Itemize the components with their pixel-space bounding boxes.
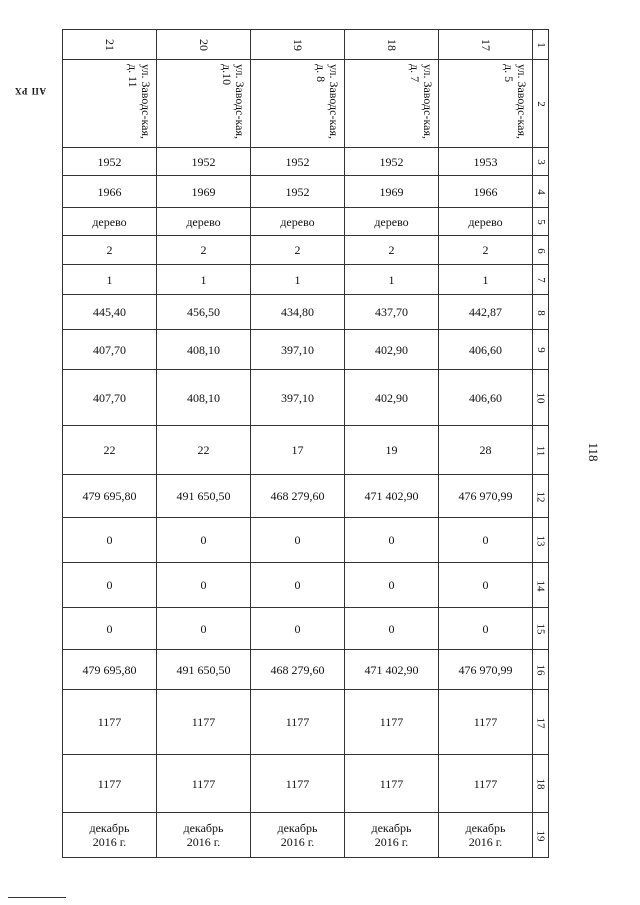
column-number: 18 <box>533 755 549 813</box>
cell: 0 <box>345 518 439 563</box>
table-row-10 <box>63 370 549 426</box>
footnote-rule <box>8 897 66 898</box>
cell: 397,10 <box>251 370 345 426</box>
cell: 479 695,80 <box>63 475 157 518</box>
column-number: 2 <box>533 60 549 148</box>
cell: 1 <box>439 265 533 295</box>
column-number: 6 <box>533 236 549 265</box>
cell: дерево <box>439 208 533 236</box>
cell: дерево <box>345 208 439 236</box>
cell: 1952 <box>157 148 251 176</box>
cell: 1177 <box>345 755 439 813</box>
table-row-12 <box>63 475 549 518</box>
table-row-6 <box>63 236 549 265</box>
cell: 468 279,60 <box>251 650 345 690</box>
cell: 402,90 <box>345 330 439 370</box>
cell-num: 20 <box>157 30 251 60</box>
table-row-19 <box>63 813 549 858</box>
cell: 1177 <box>251 755 345 813</box>
cell: 1969 <box>157 176 251 208</box>
cell: 437,70 <box>345 295 439 330</box>
cell: 1953 <box>439 148 533 176</box>
cell: 1966 <box>439 176 533 208</box>
table-row-7 <box>63 265 549 295</box>
cell: 0 <box>63 563 157 608</box>
cell: 22 <box>63 426 157 475</box>
cell: 397,10 <box>251 330 345 370</box>
cell: 0 <box>63 518 157 563</box>
cell: дерево <box>63 208 157 236</box>
page-number: 118 <box>586 442 601 462</box>
column-number: 12 <box>533 475 549 518</box>
cell: 1177 <box>345 690 439 755</box>
column-number: 8 <box>533 295 549 330</box>
cell-address: ул. Заводс-кая, д. 8 <box>251 60 345 148</box>
table-row-3 <box>63 148 549 176</box>
table-row-16 <box>63 650 549 690</box>
cell: 1952 <box>251 148 345 176</box>
cell: 0 <box>251 563 345 608</box>
cell: 1177 <box>157 755 251 813</box>
cell: 0 <box>157 608 251 650</box>
cell: 456,50 <box>157 295 251 330</box>
cell-num: 17 <box>439 30 533 60</box>
column-number: 17 <box>533 690 549 755</box>
cell: 1177 <box>157 690 251 755</box>
cell: 407,70 <box>63 330 157 370</box>
cell: 2 <box>439 236 533 265</box>
column-number: 10 <box>533 370 549 426</box>
cell: 17 <box>251 426 345 475</box>
cell: 19 <box>345 426 439 475</box>
cell: 2 <box>157 236 251 265</box>
cell: 406,60 <box>439 370 533 426</box>
column-number: 16 <box>533 650 549 690</box>
cell-address: ул. Заводс-кая, д. 11 <box>63 60 157 148</box>
cell-address: ул. Заводс-кая, д.10 <box>157 60 251 148</box>
cell-date: декабрь 2016 г. <box>157 813 251 858</box>
cell-date: декабрь 2016 г. <box>345 813 439 858</box>
cell: 1 <box>251 265 345 295</box>
column-number: 9 <box>533 330 549 370</box>
cell: 471 402,90 <box>345 475 439 518</box>
cell: 402,90 <box>345 370 439 426</box>
cell: 408,10 <box>157 330 251 370</box>
cell: 479 695,80 <box>63 650 157 690</box>
column-number: 1 <box>533 30 549 60</box>
cell: 1 <box>345 265 439 295</box>
cell: 408,10 <box>157 370 251 426</box>
cell: 491 650,50 <box>157 650 251 690</box>
cell: 1952 <box>345 148 439 176</box>
cell: 28 <box>439 426 533 475</box>
cell: 0 <box>251 518 345 563</box>
cell: 468 279,60 <box>251 475 345 518</box>
table-row-8 <box>63 295 549 330</box>
cell-num: 19 <box>251 30 345 60</box>
table-row-5 <box>63 208 549 236</box>
cell: 1952 <box>251 176 345 208</box>
table-row-9 <box>63 330 549 370</box>
table-row-1 <box>63 30 549 60</box>
cell: 0 <box>251 608 345 650</box>
table-row-13 <box>63 518 549 563</box>
cell: 0 <box>157 518 251 563</box>
cell: 1177 <box>63 755 157 813</box>
cell: 1952 <box>63 148 157 176</box>
cell-date: декабрь 2016 г. <box>251 813 345 858</box>
table-row-4 <box>63 176 549 208</box>
cell-address: ул. Заводс-кая, д. 5 <box>439 60 533 148</box>
column-number: 5 <box>533 208 549 236</box>
cell: 0 <box>345 563 439 608</box>
cell: 445,40 <box>63 295 157 330</box>
column-number: 14 <box>533 563 549 608</box>
cell: 1177 <box>439 755 533 813</box>
table-row-17 <box>63 690 549 755</box>
margin-marker: АП РХ <box>13 86 47 96</box>
cell: дерево <box>157 208 251 236</box>
cell-num: 21 <box>63 30 157 60</box>
cell: 2 <box>63 236 157 265</box>
column-number: 7 <box>533 265 549 295</box>
cell: 1177 <box>251 690 345 755</box>
cell: 1 <box>157 265 251 295</box>
cell: 2 <box>345 236 439 265</box>
table-row-2 <box>63 60 549 148</box>
column-number: 19 <box>533 813 549 858</box>
column-number: 13 <box>533 518 549 563</box>
table-row-11 <box>63 426 549 475</box>
cell: 0 <box>63 608 157 650</box>
cell: дерево <box>251 208 345 236</box>
column-number: 11 <box>533 426 549 475</box>
cell-address: ул. Заводс-кая, д. 7 <box>345 60 439 148</box>
cell: 406,60 <box>439 330 533 370</box>
cell: 476 970,99 <box>439 475 533 518</box>
cell: 0 <box>439 518 533 563</box>
cell: 1177 <box>63 690 157 755</box>
cell: 2 <box>251 236 345 265</box>
table-row-14 <box>63 563 549 608</box>
cell: 407,70 <box>63 370 157 426</box>
cell-date: декабрь 2016 г. <box>63 813 157 858</box>
cell: 1969 <box>345 176 439 208</box>
cell: 442,87 <box>439 295 533 330</box>
column-number: 4 <box>533 176 549 208</box>
cell: 471 402,90 <box>345 650 439 690</box>
cell: 434,80 <box>251 295 345 330</box>
cell: 1966 <box>63 176 157 208</box>
table-row-15 <box>63 608 549 650</box>
cell-num: 18 <box>345 30 439 60</box>
cell-date: декабрь 2016 г. <box>439 813 533 858</box>
cell: 476 970,99 <box>439 650 533 690</box>
cell: 1177 <box>439 690 533 755</box>
housing-table <box>62 29 549 858</box>
cell: 0 <box>439 563 533 608</box>
table-row-18 <box>63 755 549 813</box>
cell: 1 <box>63 265 157 295</box>
column-number: 15 <box>533 608 549 650</box>
cell: 491 650,50 <box>157 475 251 518</box>
cell: 0 <box>439 608 533 650</box>
cell: 22 <box>157 426 251 475</box>
cell: 0 <box>157 563 251 608</box>
cell: 0 <box>345 608 439 650</box>
column-number: 3 <box>533 148 549 176</box>
